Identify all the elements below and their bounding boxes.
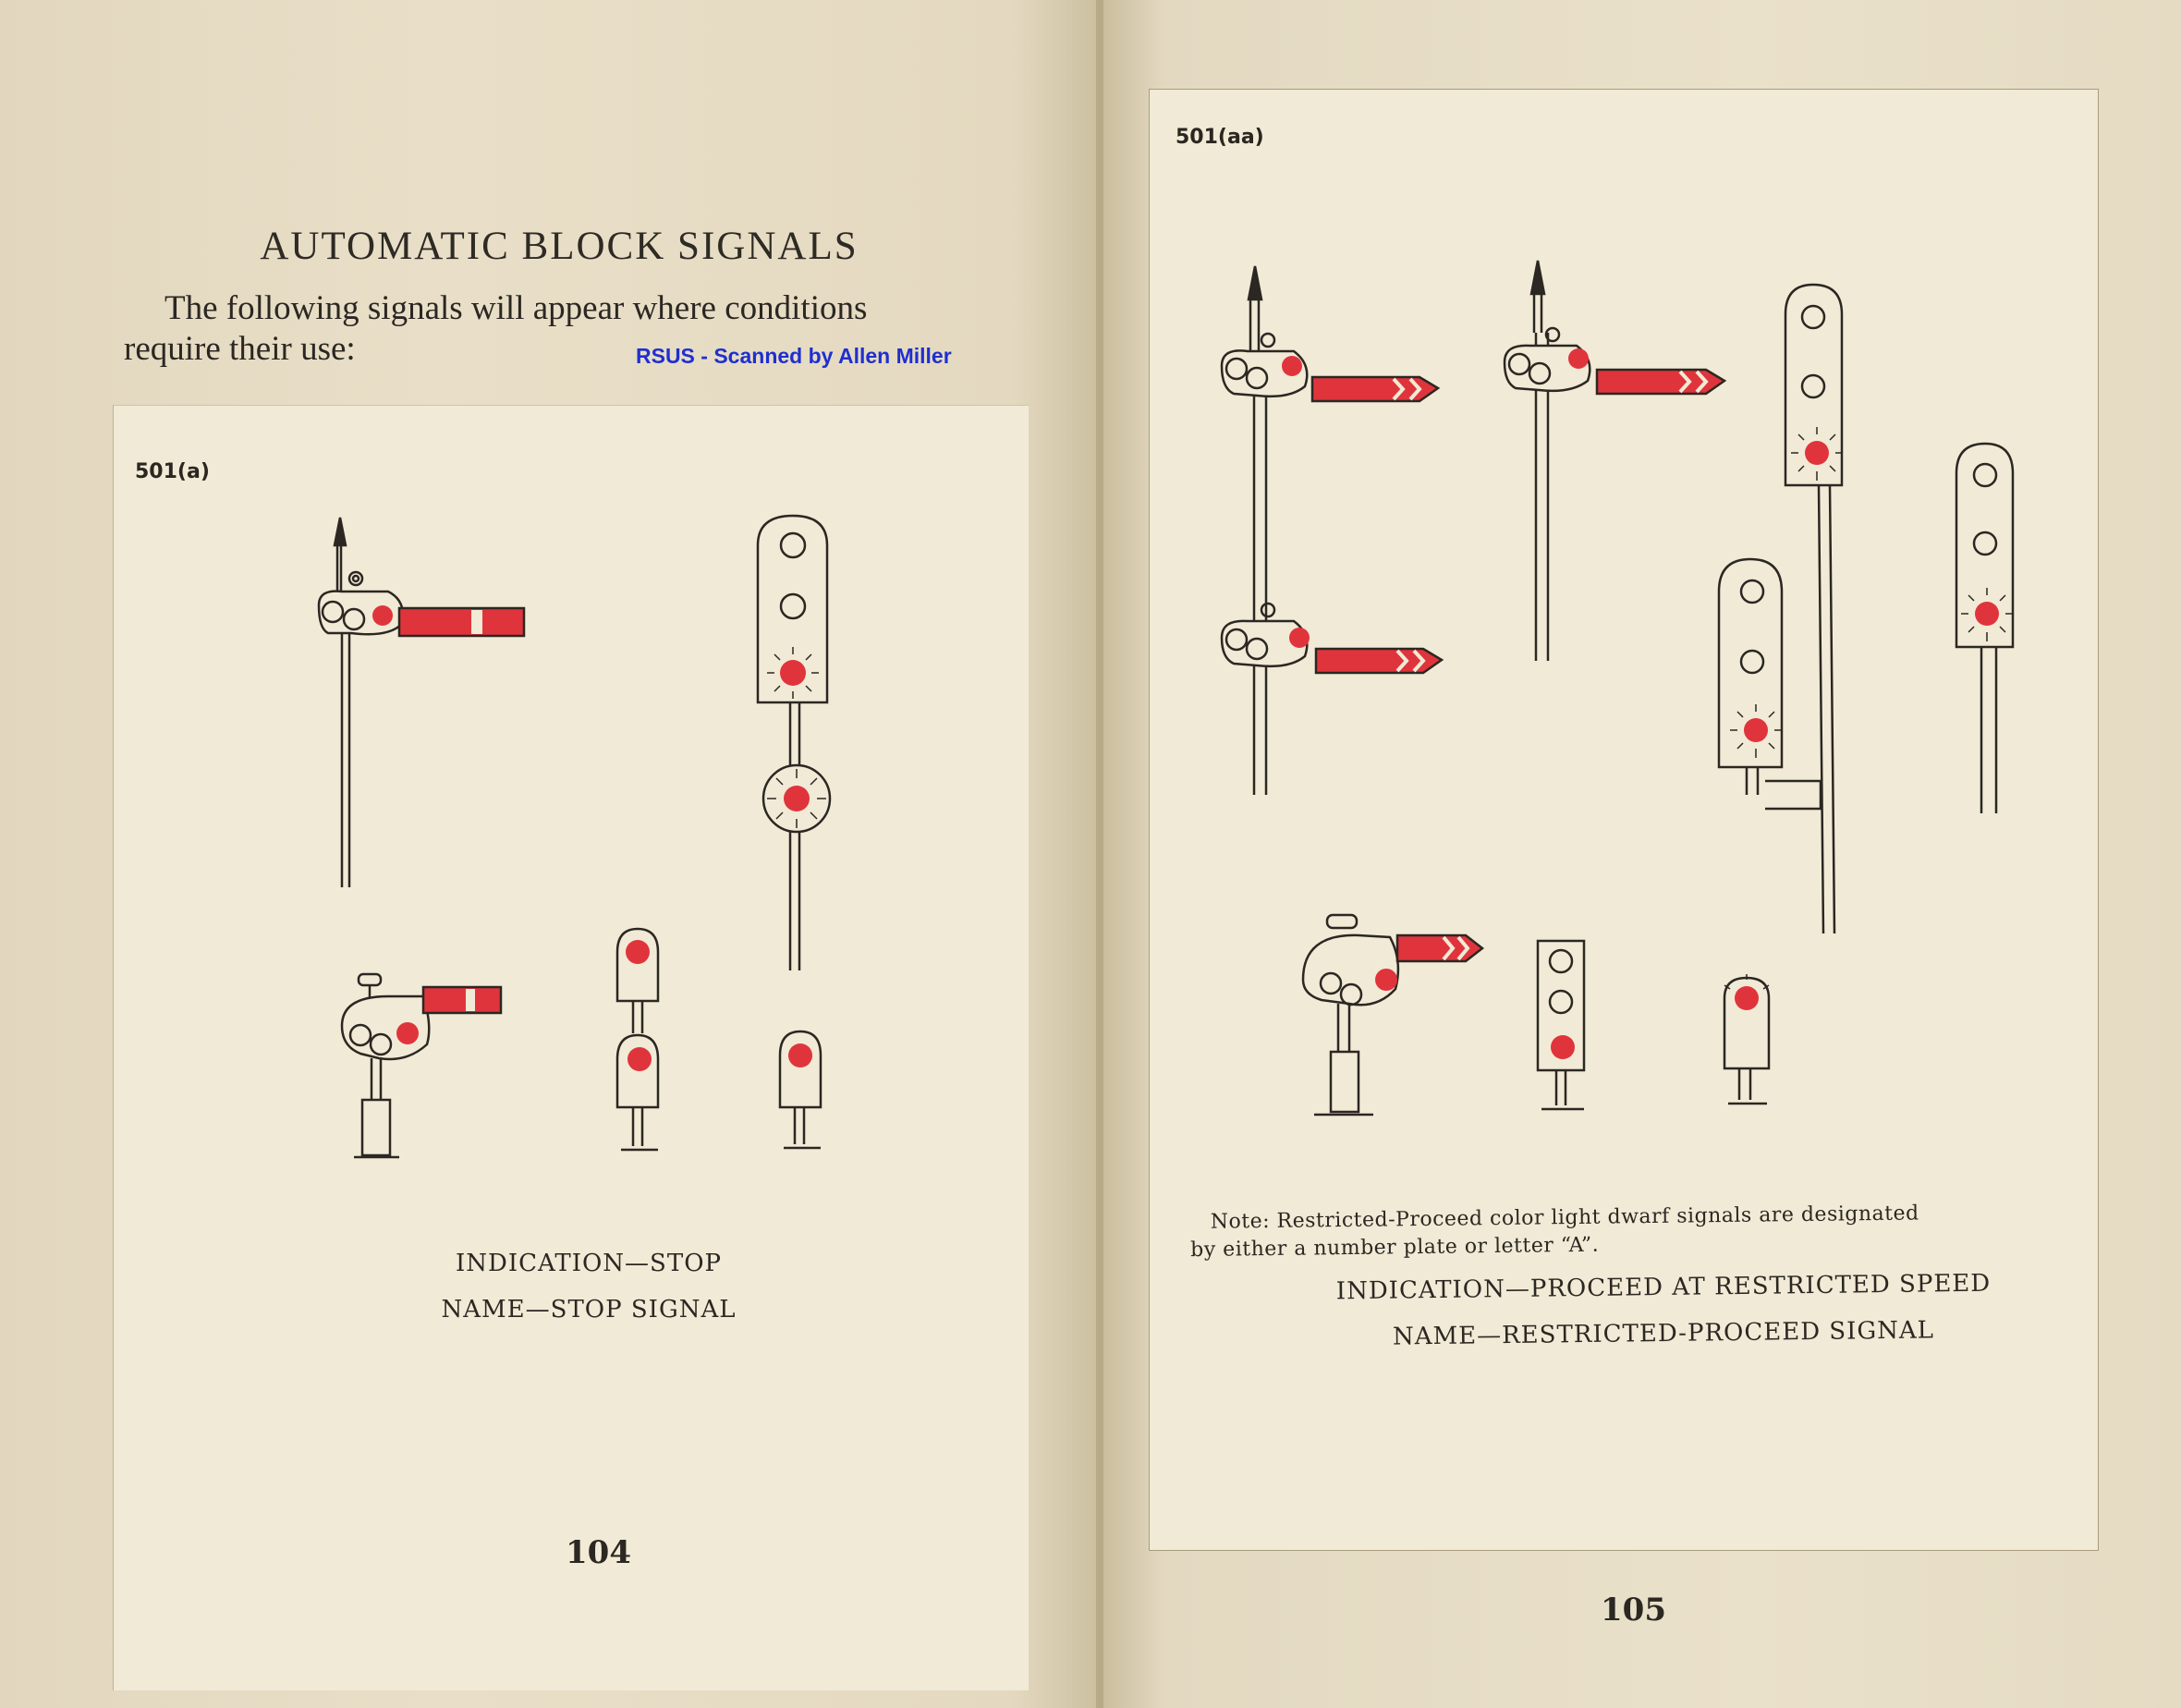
dwarf-three-light-signal-icon — [1538, 941, 1584, 1109]
plate-label-left: 501(a) — [135, 460, 210, 483]
page-heading: AUTOMATIC BLOCK SIGNALS — [260, 225, 859, 268]
page-number-105: 105 — [1601, 1592, 1666, 1629]
color-light-bracket-signal-icon — [1719, 559, 1821, 809]
scan-credit: RSUS - Scanned by Allen Miller — [636, 344, 952, 368]
semaphore-mast-signal-icon — [1505, 261, 1724, 661]
dwarf-semaphore-signal-icon — [1303, 915, 1482, 1115]
note-line-1: Note: Restricted-Proceed color light dwarf signals are designated — [1210, 1202, 1919, 1234]
page-number-104: 104 — [566, 1534, 631, 1571]
indication-left: INDICATION—STOP — [455, 1250, 723, 1277]
intro-line-1: The following signals will appear where conditions — [164, 289, 868, 327]
dwarf-color-light-signal-icon — [1724, 974, 1769, 1104]
color-light-mast-signal-icon-2 — [1956, 444, 2013, 813]
indication-right: INDICATION—PROCEED AT RESTRICTED SPEED — [1335, 1269, 1992, 1306]
name-left: NAME—STOP SIGNAL — [441, 1296, 737, 1324]
note-line-2: by either a number plate or letter “A”. — [1190, 1233, 1600, 1263]
two-arm-semaphore-signal-icon — [1222, 266, 1442, 795]
color-light-mast-signal-icon-1 — [1785, 285, 1843, 933]
name-right: NAME—RESTRICTED-PROCEED SIGNAL — [1392, 1316, 1935, 1351]
plate-label-right: 501(aa) — [1176, 126, 1264, 149]
intro-line-2: require their use: — [124, 330, 356, 368]
